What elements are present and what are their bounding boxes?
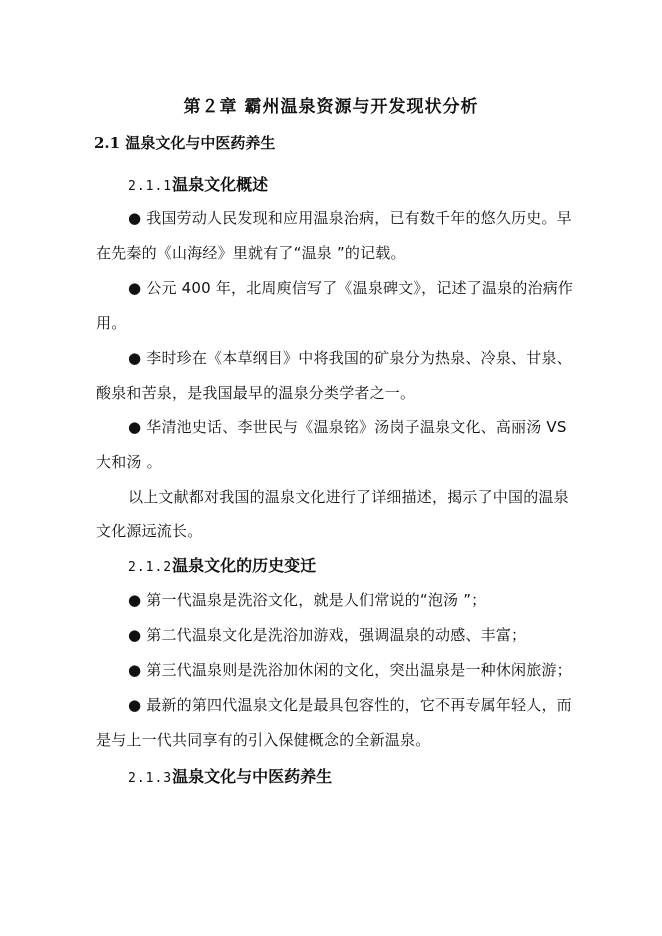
paragraph-line: ● 第二代温泉文化是洗浴加游戏，强调温泉的动感、丰富；: [128, 626, 527, 644]
subsection-title: 温泉文化的历史变迁: [172, 556, 317, 575]
subsection-number: 2.1.1: [128, 179, 173, 194]
paragraph-line: ● 李时珍在《本草纲目》中将我国的矿泉分为热泉、冷泉、甘泉、: [128, 349, 572, 367]
paragraph-line: ● 第一代温泉是洗浴文化，就是人们常说的“泡汤 ”；: [128, 591, 487, 609]
subsection-number: 2.1.3: [128, 771, 173, 786]
paragraph-line: ● 第三代温泉则是洗浴加休闲的文化，突出温泉是一种休闲旅游；: [128, 661, 572, 679]
paragraph-line: ● 我国劳动人民发现和应用温泉治病，已有数千年的悠久历史。早: [128, 209, 572, 227]
paragraph-line: ● 最新的第四代温泉文化是最具包容性的，它不再专属年轻人，而: [128, 696, 572, 714]
subsection-heading-2-1-1: [128, 172, 268, 195]
section-title: 2.1 温泉文化与中医药养生: [94, 134, 276, 152]
paragraph-line: 用。: [96, 314, 127, 332]
paragraph-line: ● 公元 400 年，北周庾信写了《温泉碑文》，记述了温泉的治病作: [128, 279, 574, 297]
paragraph-line: ● 华清池史话、李世民与《温泉铭》汤岗子温泉文化、高丽汤 VS: [128, 418, 567, 436]
subsection-title: 温泉文化与中医药养生: [172, 767, 333, 786]
paragraph-line: 是与上一代共同享有的引入保健概念的全新温泉。: [96, 731, 431, 749]
paragraph-line: 酸泉和苦泉，是我国最早的温泉分类学者之一。: [96, 384, 416, 402]
subsection-title: 温泉文化概述: [172, 175, 269, 194]
chapter-title: 第２章 霸州温泉资源与开发现状分析: [183, 97, 479, 117]
subsection-heading-2-1-2: [128, 553, 316, 576]
subsection-number: 2.1.2: [128, 560, 173, 575]
paragraph-line: 在先秦的《山海经》里就有了“温泉 ”的记载。: [96, 244, 406, 262]
paragraph-line: 大和汤 。: [96, 453, 162, 471]
paragraph-line: 以上文献都对我国的温泉文化进行了详细描述，揭示了中国的温泉: [128, 488, 569, 506]
subsection-heading-2-1-3: [128, 764, 332, 787]
paragraph-line: 文化源远流长。: [96, 522, 203, 540]
